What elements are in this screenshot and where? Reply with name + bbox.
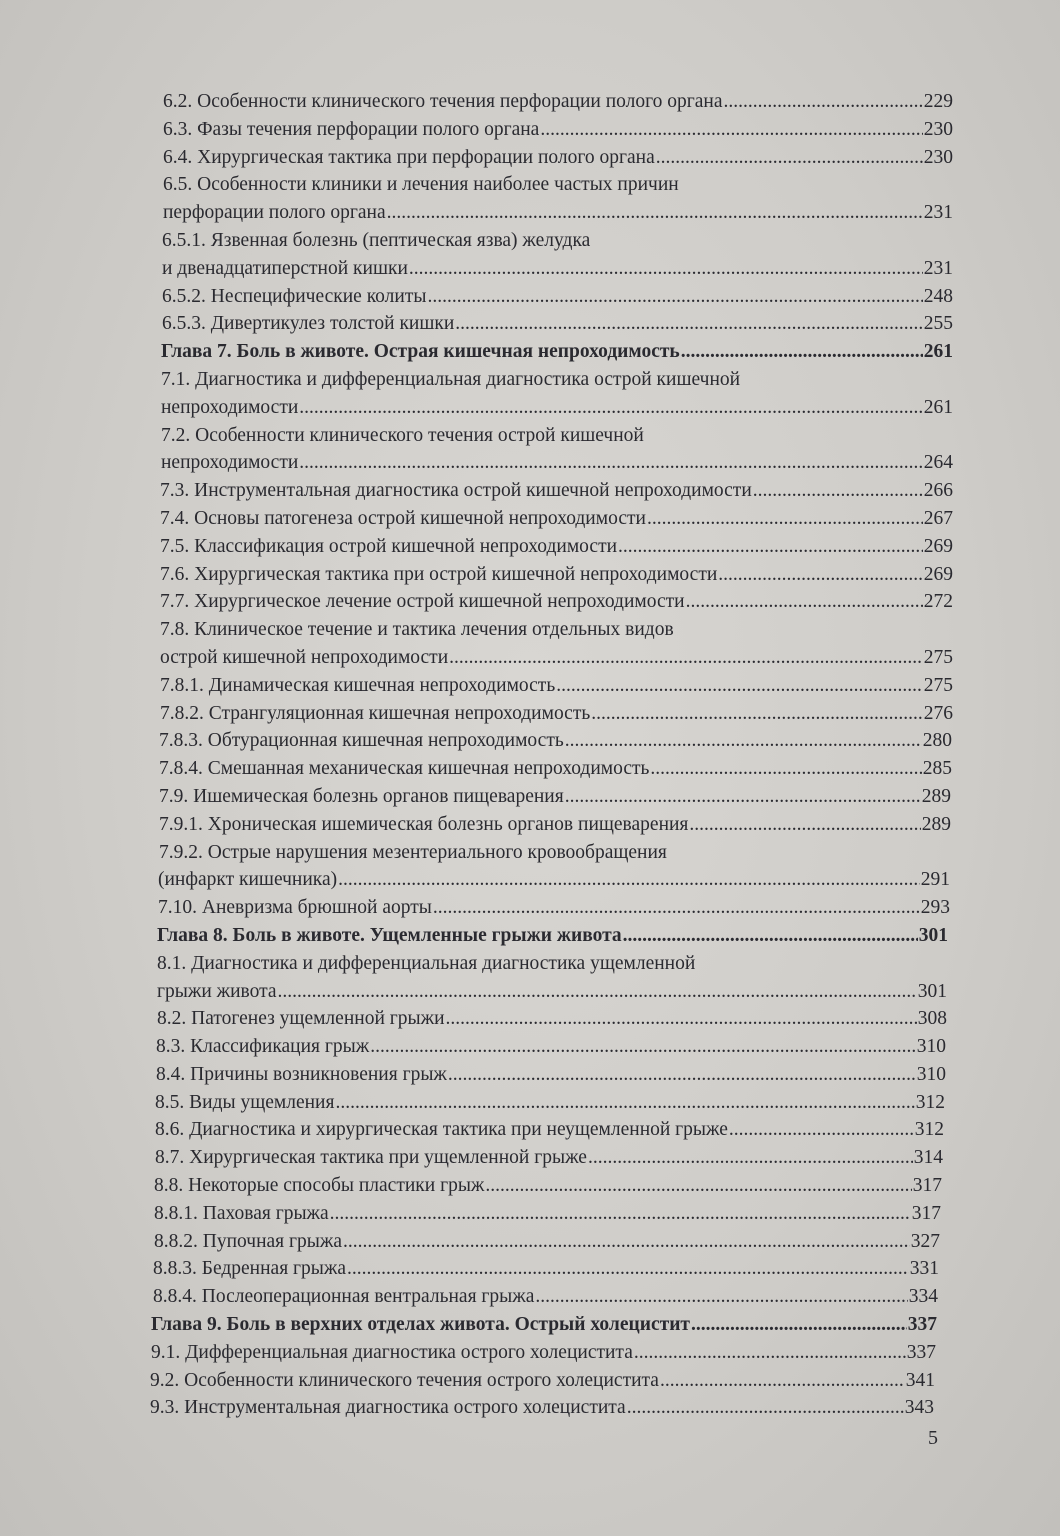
toc-entry-page: 314	[913, 1147, 943, 1169]
toc-entry-page: 310	[916, 1063, 946, 1085]
toc-entry-title: 8.8.2. Пупочная грыжа	[154, 1230, 342, 1252]
dot-leader	[338, 866, 920, 894]
toc-entry-title: 6.4. Хирургическая тактика при перфорации полого органа	[163, 146, 655, 168]
toc-entry-page: 248	[923, 285, 953, 307]
dot-leader	[370, 1033, 916, 1061]
toc-entry	[150, 1394, 934, 1422]
dot-leader	[540, 116, 922, 144]
toc-row	[0, 1339, 1060, 1367]
toc-entry	[162, 283, 953, 311]
toc-entry	[153, 1255, 939, 1283]
toc-row	[0, 644, 1060, 672]
toc-row	[0, 755, 1060, 783]
toc-entry	[155, 1089, 945, 1117]
toc-entry-title: 7.5. Классификация острой кишечной непроходимости	[160, 535, 618, 557]
toc-entry-page: 312	[914, 1119, 944, 1141]
dot-leader	[299, 394, 922, 422]
toc-entry-page: 229	[923, 91, 953, 112]
toc-row	[0, 616, 1060, 644]
toc-entry-page: 334	[908, 1286, 938, 1308]
page-number: 5	[928, 1427, 938, 1449]
toc-entry-title: 8.6. Диагностика и хирургическая тактика при неущемленной грыже	[155, 1119, 728, 1141]
toc-row	[0, 1033, 1060, 1061]
toc-entry-title: Глава 8. Боль в животе. Ущемленные грыжи живота	[157, 924, 622, 946]
toc-entry	[158, 866, 950, 894]
dot-leader	[343, 1228, 910, 1256]
dot-leader	[718, 561, 922, 589]
toc-entry-title: 8.2. Патогенез ущемленной грыжи	[157, 1008, 445, 1030]
toc-entry-title: (инфаркт кишечника)	[158, 869, 338, 891]
toc-entry-title: Глава 9. Боль в верхних отделах живота. Острый холецистит	[151, 1314, 691, 1336]
toc-entry	[163, 116, 953, 144]
table-of-contents	[0, 88, 1060, 1422]
toc-entry-page: 291	[920, 869, 950, 891]
dot-leader	[588, 1144, 913, 1172]
toc-entry-page: 261	[923, 341, 953, 363]
dot-leader	[650, 755, 921, 783]
toc-entry-title: 9.3. Инструментальная диагностика острого холецистита	[150, 1397, 626, 1419]
toc-chapter-row	[0, 338, 1060, 366]
dot-leader	[627, 1394, 904, 1422]
toc-row	[0, 811, 1060, 839]
toc-entry-page: 231	[923, 202, 953, 224]
toc-row	[0, 394, 1060, 422]
toc-entry-page: 331	[909, 1258, 939, 1280]
toc-entry-page: 343	[904, 1397, 934, 1419]
toc-entry	[161, 394, 953, 422]
toc-row	[0, 866, 1060, 894]
toc-row	[0, 978, 1060, 1006]
toc-row	[0, 144, 1060, 172]
dot-leader	[729, 1116, 914, 1144]
toc-entry-title: 8.7. Хирургическая тактика при ущемленной грыже	[155, 1147, 587, 1169]
toc-entry	[158, 894, 950, 922]
dot-leader	[618, 533, 923, 561]
toc-entry-title: непроходимости	[161, 452, 299, 474]
toc-entry-page: 276	[923, 702, 953, 724]
toc-entry-title: 7.8.2. Странгуляционная кишечная непроходимость	[160, 702, 591, 724]
toc-entry-title-continued: 7.2. Особенности клинического течения острой кишечной	[161, 424, 644, 446]
toc-row	[0, 116, 1060, 144]
toc-entry	[160, 477, 953, 505]
toc-entry-title: и двенадцатиперстной кишки	[162, 257, 408, 279]
toc-entry	[160, 561, 953, 589]
dot-leader	[689, 811, 920, 839]
toc-entry-page: 275	[923, 674, 953, 696]
toc-row	[0, 1367, 1060, 1395]
toc-entry	[161, 449, 953, 477]
toc-row	[0, 1061, 1060, 1089]
dot-leader	[660, 1367, 905, 1395]
toc-entry-title: 7.3. Инструментальная диагностика острой кишечной непроходимости	[160, 480, 752, 502]
toc-entry-title-continued: 6.5. Особенности клиники и лечения наиболее частых причин	[163, 174, 679, 196]
toc-entry-title-continued: 7.9.2. Острые нарушения мезентериального кровообращения	[159, 841, 667, 863]
toc-entry-page: 293	[920, 897, 950, 919]
toc-row	[0, 561, 1060, 589]
toc-entry	[159, 811, 951, 839]
toc-row	[0, 1394, 1060, 1422]
toc-entry	[154, 1200, 941, 1228]
toc-entry-page: 317	[911, 1202, 941, 1224]
toc-entry	[151, 1311, 937, 1339]
dot-leader	[347, 1255, 909, 1283]
toc-entry-page: 301	[918, 924, 948, 946]
dot-leader	[723, 88, 922, 116]
toc-chapter-row	[0, 1311, 1060, 1339]
toc-entry-page: 269	[923, 535, 953, 557]
toc-row	[0, 700, 1060, 728]
toc-row	[0, 1089, 1060, 1117]
dot-leader	[556, 672, 923, 700]
toc-entry-title: 6.3. Фазы течения перфорации полого органа	[163, 118, 540, 140]
toc-entry-title: 7.4. Основы патогенеза острой кишечной непроходимости	[160, 507, 646, 529]
toc-entry-title: 7.7. Хирургическое лечение острой кишечной непроходимости	[160, 591, 685, 613]
toc-row	[0, 171, 1060, 199]
toc-entry	[157, 1005, 947, 1033]
toc-entry-title: 7.10. Аневризма брюшной аорты	[158, 897, 432, 919]
toc-entry-page: 266	[923, 480, 953, 502]
dot-leader	[448, 1061, 916, 1089]
toc-entry	[163, 199, 953, 227]
toc-row	[0, 1005, 1060, 1033]
toc-entry-page: 230	[923, 118, 953, 140]
toc-row	[0, 533, 1060, 561]
toc-entry-page: 317	[912, 1175, 942, 1197]
toc-entry	[159, 783, 951, 811]
toc-entry-title: острой кишечной непроходимости	[160, 646, 449, 668]
toc-entry-page: 337	[907, 1314, 937, 1336]
toc-row	[0, 477, 1060, 505]
toc-entry-title: 7.8.3. Обтурационная кишечная непроходимость	[159, 730, 564, 752]
toc-entry-title: 7.8.1. Динамическая кишечная непроходимость	[160, 674, 556, 696]
toc-entry	[163, 88, 953, 116]
toc-row	[0, 950, 1060, 978]
dot-leader	[427, 283, 922, 311]
toc-entry-title: 6.2. Особенности клинического течения перфорации полого органа	[163, 91, 723, 112]
toc-entry	[159, 727, 952, 755]
toc-row	[0, 1116, 1060, 1144]
dot-leader	[691, 1311, 907, 1339]
toc-row	[0, 310, 1060, 338]
dot-leader	[485, 1172, 911, 1200]
dot-leader	[535, 1283, 907, 1311]
toc-entry-page: 267	[923, 507, 953, 529]
toc-entry-page: 255	[923, 313, 953, 335]
toc-entry	[163, 144, 953, 172]
toc-row	[0, 894, 1060, 922]
toc-row	[0, 449, 1060, 477]
dot-leader	[299, 449, 922, 477]
toc-chapter-row	[0, 922, 1060, 950]
toc-entry-title: 7.9.1. Хроническая ишемическая болезнь органов пищеварения	[159, 813, 689, 835]
toc-entry-page: 261	[923, 396, 953, 418]
toc-row	[0, 1200, 1060, 1228]
toc-entry-page: 301	[917, 980, 947, 1002]
dot-leader	[433, 894, 920, 922]
toc-row	[0, 199, 1060, 227]
toc-entry-page: 285	[922, 758, 952, 780]
dot-leader	[455, 310, 922, 338]
toc-entry	[162, 255, 953, 283]
toc-entry-title: 9.1. Дифференциальная диагностика острого холецистита	[151, 1341, 633, 1363]
dot-leader	[681, 338, 923, 366]
toc-row	[0, 588, 1060, 616]
toc-row	[0, 1228, 1060, 1256]
toc-entry-page: 269	[923, 563, 953, 585]
toc-entry-page: 231	[923, 257, 953, 279]
toc-entry-page: 312	[915, 1091, 945, 1113]
toc-entry	[151, 1339, 936, 1367]
dot-leader	[335, 1089, 914, 1117]
toc-entry-title: 8.8. Некоторые способы пластики грыж	[154, 1175, 485, 1197]
toc-entry-page: 272	[923, 591, 953, 613]
toc-entry-title: 8.5. Виды ущемления	[155, 1091, 335, 1113]
dot-leader	[634, 1339, 906, 1367]
toc-entry	[155, 1116, 944, 1144]
toc-entry	[150, 1367, 935, 1395]
toc-entry-page: 310	[916, 1036, 946, 1058]
toc-entry	[160, 588, 953, 616]
toc-entry	[160, 644, 953, 672]
toc-row	[0, 672, 1060, 700]
toc-entry	[159, 755, 952, 783]
toc-entry-title: 6.5.2. Неспецифические колиты	[162, 285, 427, 307]
toc-entry	[154, 1228, 940, 1256]
dot-leader	[449, 644, 923, 672]
toc-entry-page: 308	[917, 1008, 947, 1030]
toc-entry-title: 7.8.4. Смешанная механическая кишечная непроходимость	[159, 758, 650, 780]
toc-row	[0, 505, 1060, 533]
dot-leader	[686, 588, 923, 616]
toc-entry-title: 8.4. Причины возникновения грыж	[156, 1063, 447, 1085]
dot-leader	[647, 505, 923, 533]
toc-entry-title: Глава 7. Боль в животе. Острая кишечная непроходимость	[161, 341, 680, 363]
toc-row	[0, 366, 1060, 394]
toc-row	[0, 783, 1060, 811]
toc-entry-title: перфорации полого органа	[163, 202, 386, 224]
toc-row	[0, 422, 1060, 450]
toc-row	[0, 727, 1060, 755]
toc-entry	[155, 1144, 943, 1172]
dot-leader	[656, 144, 923, 172]
toc-row	[0, 1144, 1060, 1172]
dot-leader	[753, 477, 923, 505]
toc-entry-page: 341	[905, 1369, 935, 1391]
dot-leader	[565, 783, 921, 811]
dot-leader	[591, 700, 922, 728]
toc-entry-title-continued: 6.5.1. Язвенная болезнь (пептическая язва) желудка	[162, 229, 591, 251]
toc-row	[0, 1283, 1060, 1311]
toc-entry-title: 6.5.3. Дивертикулез толстой кишки	[162, 313, 455, 335]
dot-leader	[278, 978, 917, 1006]
toc-entry	[160, 672, 953, 700]
toc-entry	[160, 505, 953, 533]
toc-entry	[154, 1172, 942, 1200]
toc-entry-page: 327	[910, 1230, 940, 1252]
toc-entry-title-continued: 8.1. Диагностика и дифференциальная диагностика ущемленной	[157, 952, 696, 974]
toc-entry-title: 8.3. Классификация грыж	[156, 1036, 370, 1058]
toc-entry-title-continued: 7.1. Диагностика и дифференциальная диагностика острой кишечной	[161, 368, 741, 390]
toc-entry	[153, 1283, 938, 1311]
toc-entry-title: грыжи живота	[157, 980, 277, 1002]
toc-entry	[156, 1033, 946, 1061]
toc-entry	[161, 338, 953, 366]
toc-entry	[160, 533, 953, 561]
dot-leader	[409, 255, 923, 283]
toc-row	[0, 1172, 1060, 1200]
toc-entry	[162, 310, 953, 338]
toc-row	[0, 227, 1060, 255]
toc-row	[0, 255, 1060, 283]
toc-entry-title: 9.2. Особенности клинического течения острого холецистита	[150, 1369, 659, 1391]
toc-entry-title: 7.9. Ишемическая болезнь органов пищеварения	[159, 785, 564, 807]
toc-entry-page: 230	[923, 146, 953, 168]
toc-entry-page: 280	[922, 730, 952, 752]
toc-entry	[157, 978, 947, 1006]
toc-entry-page: 289	[921, 785, 951, 807]
toc-entry-title: 8.8.1. Паховая грыжа	[154, 1202, 329, 1224]
toc-entry	[160, 700, 953, 728]
toc-entry-title: 7.6. Хирургическая тактика при острой кишечной непроходимости	[160, 563, 718, 585]
toc-row	[0, 88, 1060, 116]
toc-entry-title: непроходимости	[161, 396, 299, 418]
toc-entry-title: 8.8.4. Послеоперационная вентральная грыжа	[153, 1286, 535, 1308]
toc-row	[0, 283, 1060, 311]
toc-entry	[156, 1061, 946, 1089]
dot-leader	[565, 727, 922, 755]
dot-leader	[623, 922, 918, 950]
toc-entry-title: 8.8.3. Бедренная грыжа	[153, 1258, 347, 1280]
toc-entry	[157, 922, 948, 950]
dot-leader	[330, 1200, 911, 1228]
toc-row	[0, 1255, 1060, 1283]
toc-entry-page: 264	[923, 452, 953, 474]
dot-leader	[387, 199, 923, 227]
toc-entry-page: 275	[923, 646, 953, 668]
toc-row	[0, 839, 1060, 867]
dot-leader	[446, 1005, 917, 1033]
toc-entry-title-continued: 7.8. Клиническое течение и тактика лечения отдельных видов	[160, 619, 674, 641]
toc-entry-page: 337	[906, 1341, 936, 1363]
toc-entry-page: 289	[921, 813, 951, 835]
